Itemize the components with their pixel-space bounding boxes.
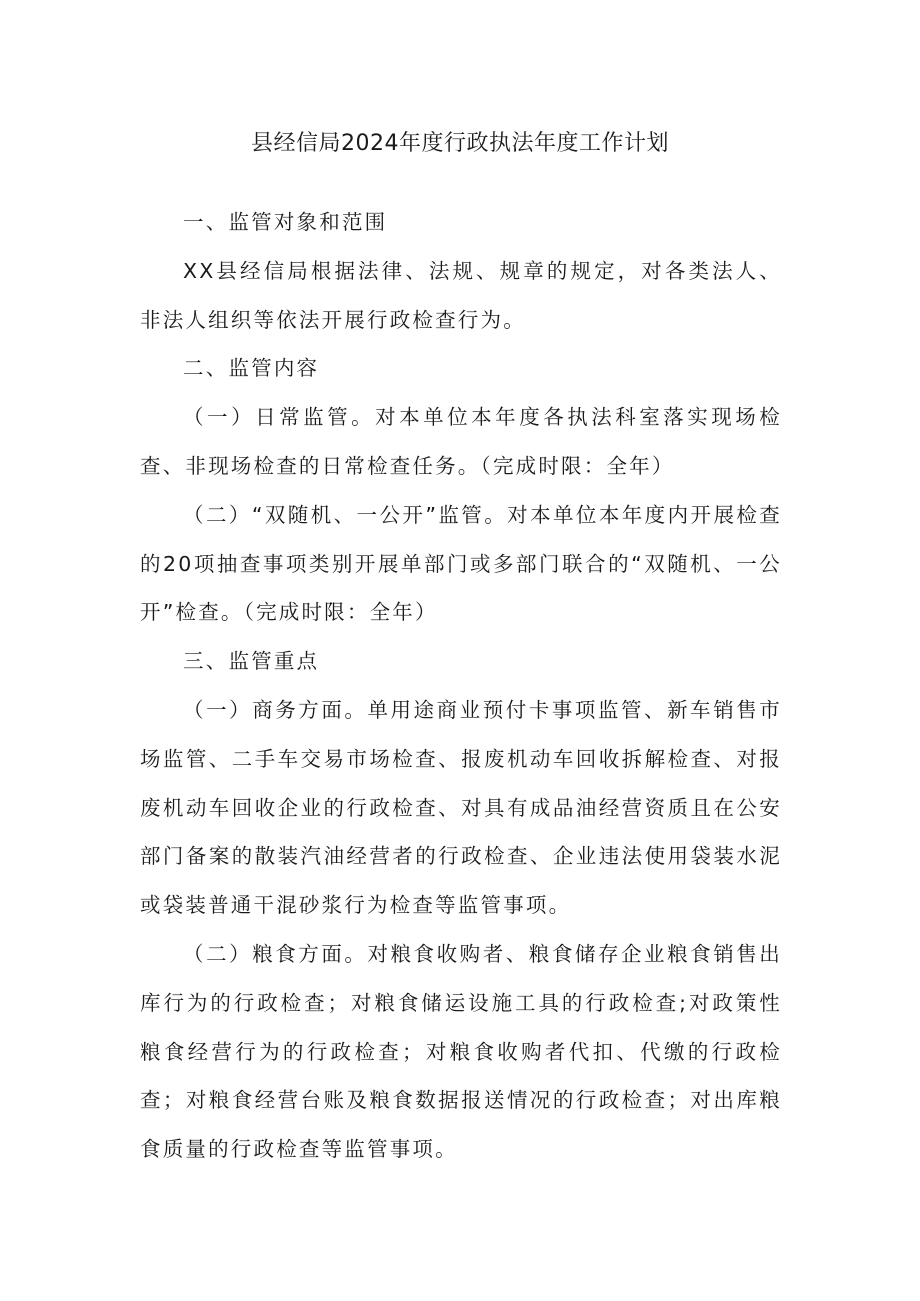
- paragraph-daily-supervision: （一）日常监管。对本单位本年度各执法科室落实现场检查、非现场检查的日常检查任务。（完成时限：全年）: [140, 405, 782, 478]
- section-heading-supervision-content: 二、监管内容: [183, 356, 320, 381]
- paragraph-grain-focus: （二）粮食方面。对粮食收购者、粮食储存企业粮食销售出库行为的行政检查；对粮食储运设施工具的行政检查;对政策性粮食经营行为的行政检查；对粮食收购者代扣、代缴的行政检查；对粮食经营台账及粮食数据报送情况的行政检查；对出库粮食质量的行政检查等监管事项。: [140, 941, 782, 1162]
- paragraph-commerce-focus: （一）商务方面。单用途商业预付卡事项监管、新车销售市场监管、二手车交易市场检查、报废机动车回收拆解检查、对报废机动车回收企业的行政检查、对具有成品油经营资质且在公安部门备案的散装汽油经营者的行政检查、企业违法使用袋装水泥或袋装普通干混砂浆行为检查等监管事项。: [140, 697, 782, 918]
- section-heading-supervision-scope: 一、监管对象和范围: [183, 210, 388, 234]
- section-heading-supervision-focus: 三、监管重点: [183, 649, 320, 674]
- document-body: [140, 198, 782, 1174]
- paragraph-double-random-supervision: （二）“双随机、一公开”监管。对本单位本年度内开展检查的20项抽查事项类别开展单部门或多部门联合的“双随机、一公开”检查。（完成时限：全年）: [140, 502, 782, 625]
- document-title: 县经信局2024年度行政执法年度工作计划: [251, 131, 669, 156]
- paragraph-scope-description: XX县经信局根据法律、法规、规章的规定，对各类法人、非法人组织等依法开展行政检查行为。: [140, 258, 782, 332]
